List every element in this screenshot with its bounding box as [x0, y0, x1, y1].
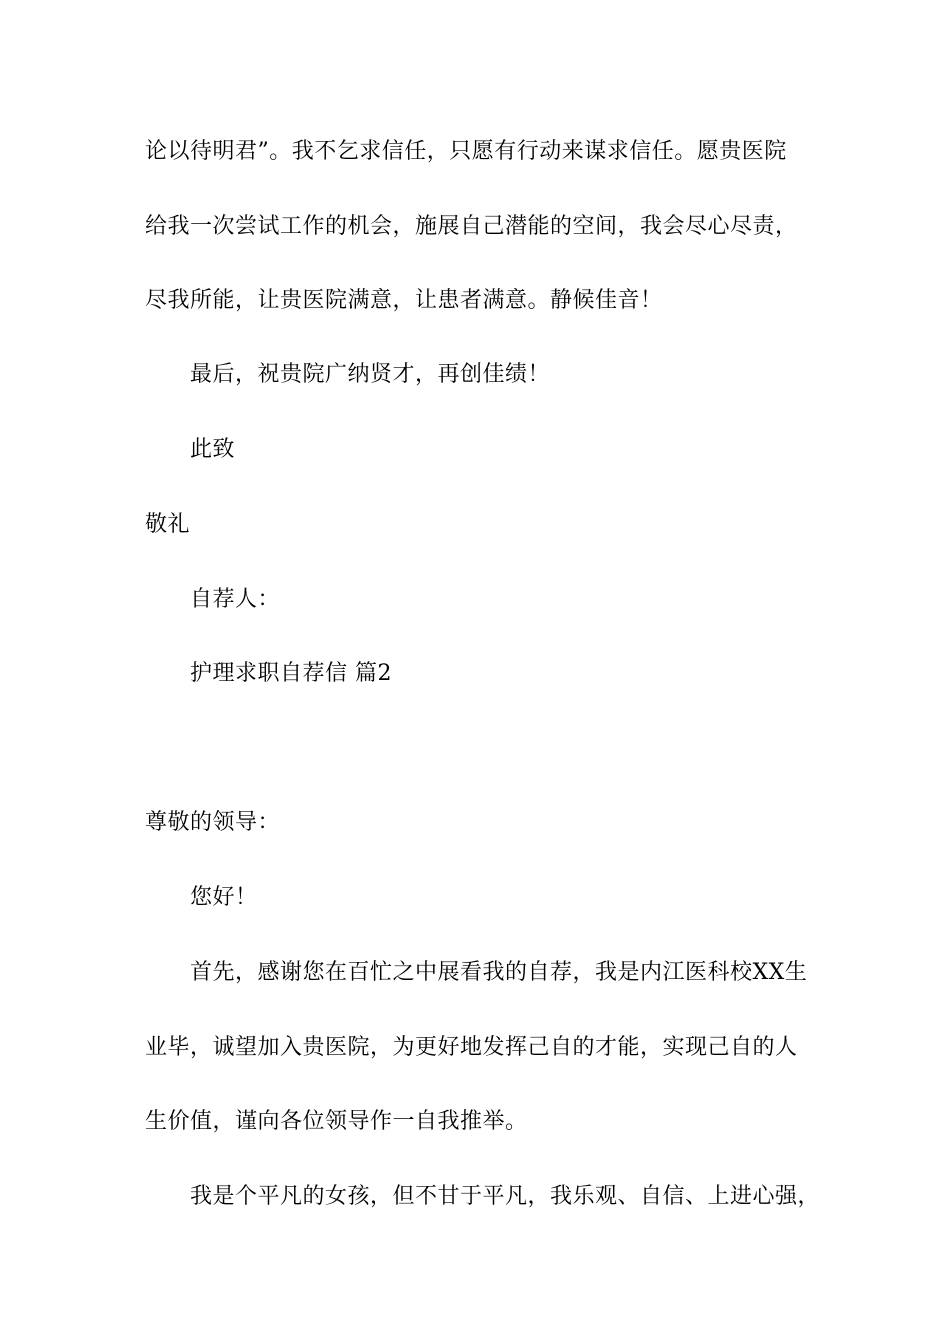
signature-label: 自荐人： [190, 587, 281, 612]
paragraph-line: 尽我所能，让贵医院满意，让患者满意。静候佳音！ [145, 288, 663, 313]
closing-regards: 敬礼 [145, 512, 191, 537]
paragraph-line: 生价值，谨向各位领导作一自我推举。 [145, 1109, 528, 1134]
paragraph-line: 论以待明君”。我不乞求信任，只愿有行动来谋求信任。愿贵医院 [145, 139, 787, 164]
section-title: 护理求职自荐信 篇2 [190, 661, 392, 686]
paragraph-line: 最后，祝贵院广纳贤才，再创佳绩！ [190, 362, 551, 387]
greeting-recipient: 尊敬的领导： [145, 810, 281, 835]
paragraph-line: 业毕，诚望加入贵医院，为更好地发挥己自的才能，实现己自的人 [145, 1035, 798, 1060]
paragraph-line: 首先，感谢您在百忙之中展看我的自荐，我是内江医科校XX生 [190, 960, 808, 985]
closing-salutation: 此致 [190, 437, 236, 462]
paragraph-line: 给我一次尝试工作的机会，施展自己潜能的空间，我会尽心尽责， [145, 214, 798, 239]
paragraph-line: 我是个平凡的女孩，但不甘于平凡，我乐观、自信、上进心强， [190, 1184, 821, 1209]
greeting: 您好！ [190, 885, 258, 910]
